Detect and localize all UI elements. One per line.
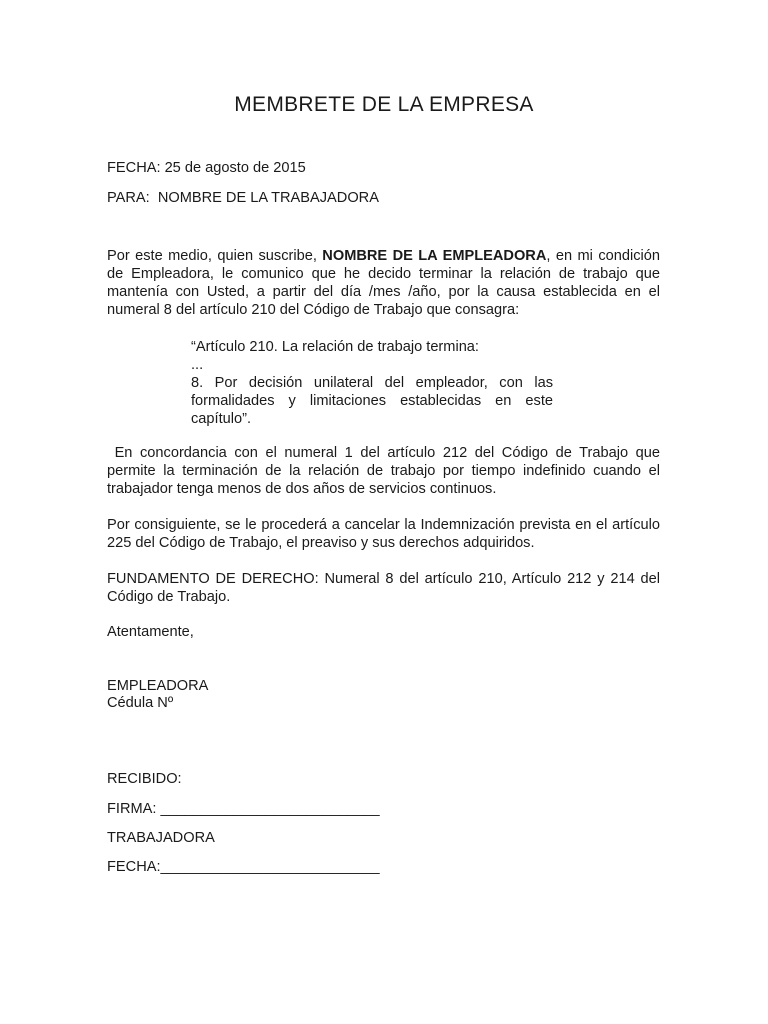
body-paragraph-1-intro: Por este medio, quien suscribe, — [107, 248, 323, 264]
quote-ellipsis: ... — [191, 357, 204, 373]
closing-line: Atentamente, — [107, 624, 194, 640]
signature-line: FIRMA: ___________________________ — [107, 801, 380, 817]
recipient-line: PARA: NOMBRE DE LA TRABAJADORA — [107, 190, 379, 206]
body-paragraph-1-rest: , en mi condición de Empleadora, le comunico que he decido terminar la relación de trabajo que mantenía con Usted, a partir del día /mes /año, por la causa establecida en el numeral 8 del artículo 210 del Código de Trabajo que consagra: — [107, 248, 660, 318]
letterhead-title: MEMBRETE DE LA EMPRESA — [234, 93, 534, 116]
body-paragraph-3: Por consiguiente, se le procederá a cancelar la Indemnización prevista en el artículo 225 del Código de Trabajo, el preaviso y sus derechos adquiridos. — [107, 517, 660, 551]
received-label: RECIBIDO: — [107, 771, 182, 787]
quoted-article — [191, 338, 553, 428]
body-paragraph-1 — [107, 247, 660, 319]
employer-name: NOMBRE DE LA EMPLEADORA — [322, 248, 547, 264]
quote-line-1: “Artículo 210. La relación de trabajo termina: — [191, 339, 479, 355]
signer-id: Cédula Nº — [107, 695, 174, 711]
date-line: FECHA: 25 de agosto de 2015 — [107, 160, 306, 176]
quote-item-8: 8. Por decisión unilateral del empleador, con las formalidades y limitaciones establecidas en este capítulo”. — [191, 375, 553, 427]
signer-title: EMPLEADORA — [107, 678, 209, 694]
body-paragraph-2: En concordancia con el numeral 1 del artículo 212 del Código de Trabajo que permite la terminación de la relación de trabajo por tiempo indefinido cuando el trabajador tenga menos de dos años de servicios continuos. — [107, 445, 665, 497]
worker-label: TRABAJADORA — [107, 830, 215, 846]
signature-date-line: FECHA:___________________________ — [107, 859, 380, 875]
legal-basis-paragraph: FUNDAMENTO DE DERECHO: Numeral 8 del artículo 210, Artículo 212 y 214 del Código de Trabajo. — [107, 571, 660, 605]
